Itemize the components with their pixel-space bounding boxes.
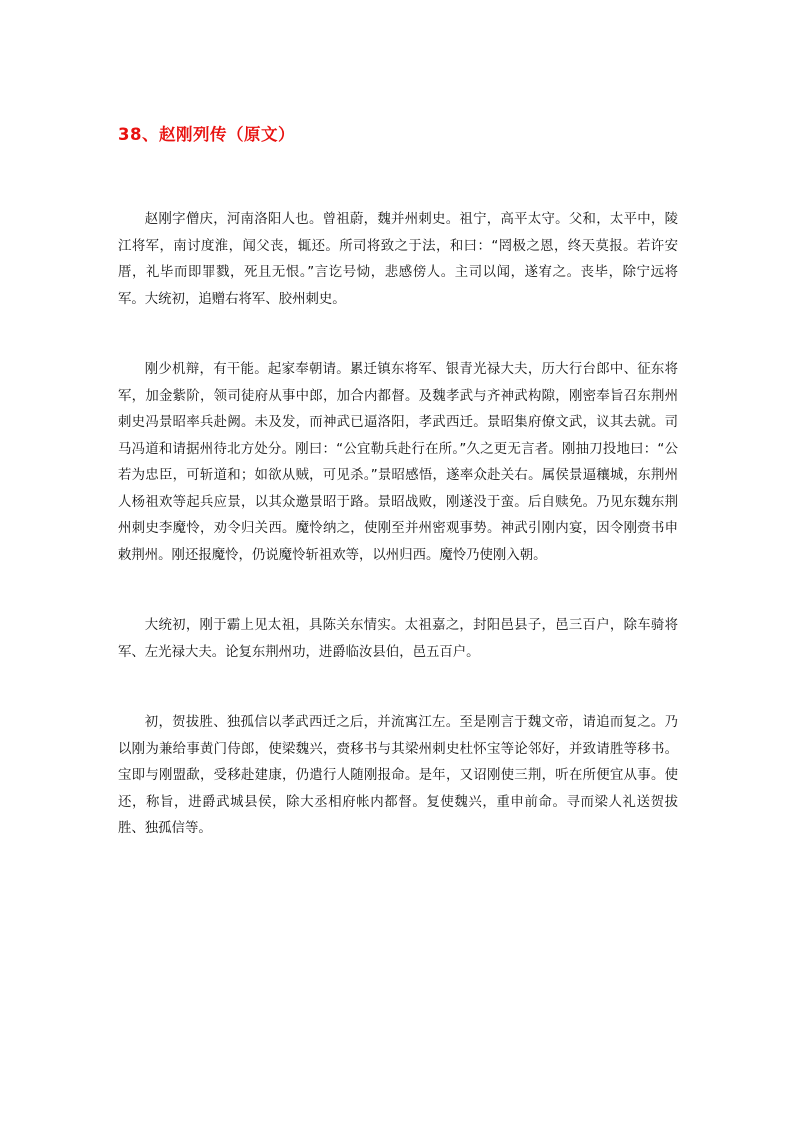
document-body xyxy=(118,207,678,887)
paragraph-4: 初，贺拔胜、独孤信以孝武西迁之后，并流寓江左。至是刚言于魏文帝，请追而复之。乃以刚为兼给事黄门侍郎，使梁魏兴，赍移书与其梁州刺史杜怀宝等论邻好，并致请胜等移书。宝即与刚盟歃，受移赴建康，仍遣行人随刚报命。是年，又诏刚使三荆，听在所便宜从事。使还，称旨，进爵武城县侯，除大丞相府帐内都督。复使魏兴，重申前命。寻而梁人礼送贺拔胜、独孤信等。 xyxy=(118,715,678,836)
document-title: 38、赵刚列传（原文） xyxy=(118,125,295,144)
paragraph-2: 刚少机辩，有干能。起家奉朝请。累迁镇东将军、银青光禄大夫，历大行台郎中、征东将军，加金紫阶，领司徒府从事中郎，加合内都督。及魏孝武与齐神武构隙，刚密奉旨召东荆州刺史冯景昭率兵赴阙。未及发，而神武已逼洛阳，孝武西迁。景昭集府僚文武，议其去就。司马冯道和请据州待北方处分。刚曰：“公宜勒兵赴行在所。”久之更无言者。刚抽刀投地曰：“公若为忠臣，可斩道和；如欲从贼，可见杀。”景昭感悟，遂率众赴关右。属侯景逼穰城，东荆州人杨祖欢等起兵应景，以其众邀景昭于路。景昭战败，刚遂没于蛮。后自赎免。乃见东魏东荆州刺史李魔怜，劝令归关西。魔怜纳之，使刚至并州密观事势。神武引刚内宴，因令刚赍书申敕荆州。刚还报魔怜，仍说魔怜斩祖欢等，以州归西。魔怜乃使刚入朝。 xyxy=(118,362,678,563)
paragraph-3: 大统初，刚于霸上见太祖，具陈关东情实。太祖嘉之，封阳邑县子，邑三百户，除车骑将军、左光禄大夫。论复东荆州功，进爵临汝县伯，邑五百户。 xyxy=(118,618,678,660)
paragraph-1: 赵刚字僧庆，河南洛阳人也。曾祖蔚，魏并州刺史。祖宁，高平太守。父和，太平中，陵江将军，南讨度淮，闻父丧，辄还。所司将致之于法，和曰：“罔极之恩，终天莫报。若许安厝，礼毕而即罪戮，死且无恨。”言讫号恸，悲感傍人。主司以闻，遂宥之。丧毕，除宁远将军。大统初，追赠右将军、胶州刺史。 xyxy=(118,212,678,307)
